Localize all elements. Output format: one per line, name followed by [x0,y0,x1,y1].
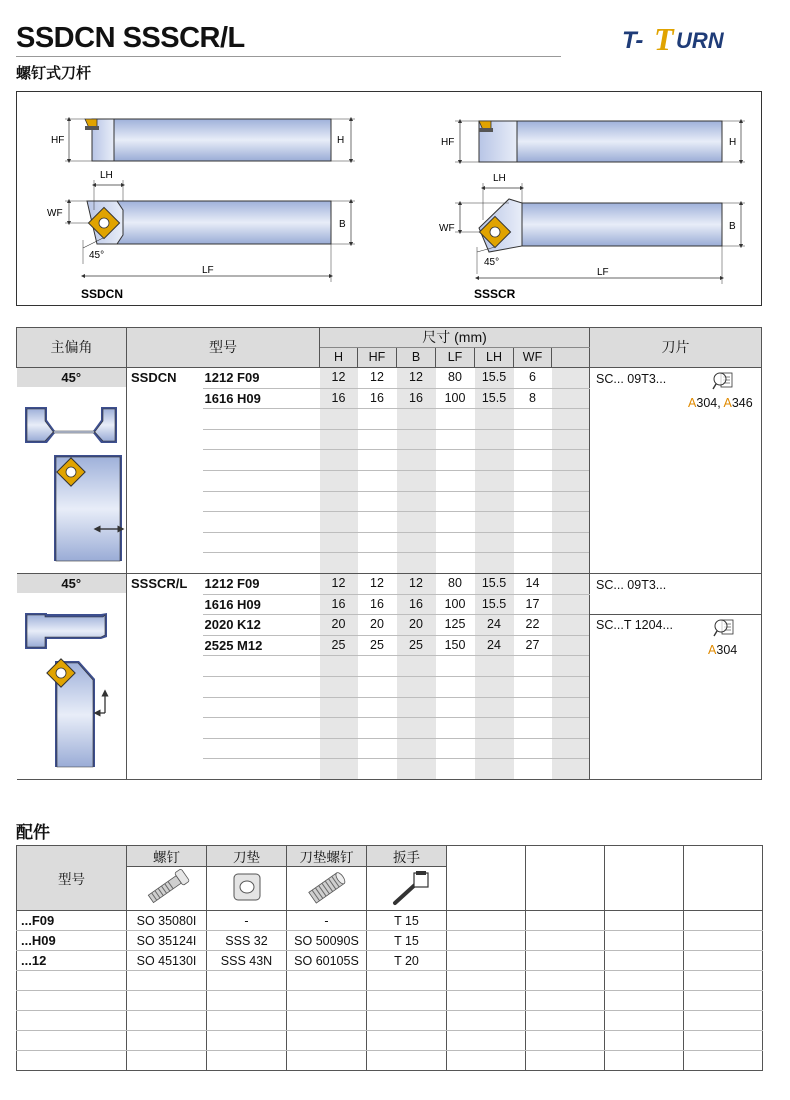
parts-cell-wrench: T 15 [367,931,447,951]
parts-header-blank [605,846,684,911]
cell-lh: 15.5 [475,574,514,595]
cell-h: 16 [320,594,358,615]
insert-spec: SC...T 1204... [596,618,673,632]
cell-wf: 27 [514,635,552,656]
parts-row-empty [17,1011,763,1031]
parts-model-f09: ...F09 [17,911,127,931]
cell-b: 25 [397,635,436,656]
parts-cell-shim: - [207,911,287,931]
insert-spec: SC... 09T3... [596,372,667,386]
svg-text:T-: T- [622,27,644,54]
dim-label-h: H [337,135,345,146]
page-title: SSDCN SSSCR/L [16,22,245,54]
t-turn-logo [620,22,772,56]
dim-label-angle-right: 45° [484,257,500,268]
cell-h: 20 [320,615,358,636]
page-subtitle: 螺钉式刀杆 [16,65,92,82]
svg-text:URN: URN [676,28,724,53]
dim-label-lf: LF [202,265,214,276]
header-dim-lh: LH [475,348,514,368]
shim-screw-icon [297,867,357,907]
parts-model-h09: ...H09 [17,931,127,951]
cell-h: 16 [320,388,358,409]
parts-cell-screw: SO 45130I [127,951,207,971]
cell-wf: 14 [514,574,552,595]
parts-cell-wrench: T 20 [367,951,447,971]
ssdcn-pictogram [17,387,127,567]
technical-drawing [16,91,762,306]
title-divider [16,56,561,57]
cell-lh: 15.5 [475,594,514,615]
cell-h: 25 [320,635,358,656]
shim-image [207,867,287,911]
insert-cell-ssdcn [590,368,762,574]
header-dimensions: 尺寸 (mm) [320,328,590,348]
cell-hf: 12 [358,574,397,595]
parts-section-title: 配件 [16,823,50,842]
cell-h: 12 [320,368,358,389]
parts-header-shim-screw: 刀垫螺钉 [287,846,367,867]
dim-label-wf-right: WF [439,223,455,234]
cell-blank [552,635,590,656]
parts-cell-shim-screw: SO 50090S [287,931,367,951]
cell-b: 12 [397,574,436,595]
angle-cell-ssscr [17,574,127,780]
dim-label-b-right: B [729,221,736,232]
cell-b: 16 [397,388,436,409]
cell-hf: 12 [358,368,397,389]
parts-cell-screw: SO 35080I [127,911,207,931]
table-row [17,574,762,595]
parts-header-blank [684,846,763,911]
cell-wf: 6 [514,368,552,389]
parts-cell-shim-screw: SO 60105S [287,951,367,971]
catalog-reference[interactable]: A304, A346 [688,396,753,410]
angle-cell-ssdcn [17,368,127,574]
header-dim-blank [552,348,590,368]
header-insert: 刀片 [590,328,762,368]
parts-row-empty [17,1031,763,1051]
cell-lf: 80 [436,574,475,595]
cell-hf: 25 [358,635,397,656]
model-ssscr-1212f09: 1212 F09 [203,574,320,595]
cell-blank [552,594,590,615]
screw-icon [137,867,197,907]
angle-value: 45° [17,574,127,593]
dim-label-hf: HF [51,135,65,146]
parts-model-12: ...12 [17,951,127,971]
cell-lf: 125 [436,615,475,636]
dim-label-angle: 45° [89,250,105,261]
parts-header-model: 型号 [17,846,127,911]
parts-row [17,931,763,951]
dim-label-h-right: H [729,137,737,148]
insert-cell-ssscr [590,574,762,780]
cell-hf: 20 [358,615,397,636]
parts-cell-wrench: T 15 [367,911,447,931]
cell-lf: 100 [436,388,475,409]
ssscr-pictogram [17,593,127,773]
cell-b: 12 [397,368,436,389]
drawing-caption-ssscr: SSSCR [474,287,516,301]
catalog-magnifier-icon[interactable] [713,618,735,638]
parts-header-shim: 刀垫 [207,846,287,867]
wrench-image [367,867,447,911]
header-dim-b: B [397,348,436,368]
svg-text:T: T [654,22,674,56]
model-ssscr-2525m12: 2525 M12 [203,635,320,656]
cell-lf: 150 [436,635,475,656]
parts-row [17,911,763,931]
insert-spec: SC... 09T3... [596,578,667,592]
dim-label-lh: LH [100,170,113,181]
cell-blank [552,574,590,595]
parts-row-empty [17,971,763,991]
parts-table [16,845,763,1071]
drawing-caption-ssdcn: SSDCN [81,287,124,301]
table-row [17,368,762,389]
cell-b: 20 [397,615,436,636]
parts-cell-shim-screw: - [287,911,367,931]
series-ssdcn: SSDCN [127,368,203,574]
shim-screw-image [287,867,367,911]
parts-header-screw: 螺钉 [127,846,207,867]
dim-label-wf: WF [47,208,63,219]
header-dim-wf: WF [514,348,552,368]
parts-cell-shim: SSS 43N [207,951,287,971]
parts-header-wrench: 扳手 [367,846,447,867]
model-ssscr-2020k12: 2020 K12 [203,615,320,636]
parts-row-empty [17,991,763,1011]
series-ssscr: SSSCR/L [127,574,203,780]
angle-value: 45° [17,368,127,387]
ssdcn-side-view [51,119,355,161]
ssscr-top-view [439,173,745,301]
catalog-reference[interactable]: A304 [708,643,738,657]
cell-wf: 17 [514,594,552,615]
cell-blank [552,388,590,409]
cell-blank [552,615,590,636]
cell-lh: 24 [475,635,514,656]
cell-wf: 22 [514,615,552,636]
dim-label-hf-right: HF [441,137,455,148]
parts-header-blank [526,846,605,911]
cell-lh: 15.5 [475,388,514,409]
header-model: 型号 [127,328,320,368]
parts-header-blank [447,846,526,911]
dim-label-b: B [339,219,346,230]
cell-lh: 24 [475,615,514,636]
cell-blank [552,368,590,389]
header-dim-h: H [320,348,358,368]
header-dim-hf: HF [358,348,397,368]
cell-lh: 15.5 [475,368,514,389]
dim-label-lh-right: LH [493,173,506,184]
parts-row-empty [17,1051,763,1071]
ssdcn-top-view [47,170,355,301]
wrench-icon [377,867,437,907]
catalog-magnifier-icon[interactable] [712,371,734,391]
insert-divider [590,614,762,615]
ssscr-side-view [441,121,745,162]
cell-wf: 8 [514,388,552,409]
parts-cell-screw: SO 35124I [127,931,207,951]
parts-cell-shim: SSS 32 [207,931,287,951]
cell-h: 12 [320,574,358,595]
specification-table [16,327,762,780]
cell-hf: 16 [358,388,397,409]
model-ssdcn-1616h09: 1616 H09 [203,388,320,409]
header-dim-lf: LF [436,348,475,368]
screw-image [127,867,207,911]
model-ssdcn-1212f09: 1212 F09 [203,368,320,389]
shim-icon [227,867,267,907]
cell-lf: 80 [436,368,475,389]
cell-hf: 16 [358,594,397,615]
dim-label-lf-right: LF [597,267,609,278]
parts-row [17,951,763,971]
cell-lf: 100 [436,594,475,615]
model-ssscr-1616h09: 1616 H09 [203,594,320,615]
holder-drawings [17,92,763,307]
cell-b: 16 [397,594,436,615]
header-angle: 主偏角 [17,328,127,368]
